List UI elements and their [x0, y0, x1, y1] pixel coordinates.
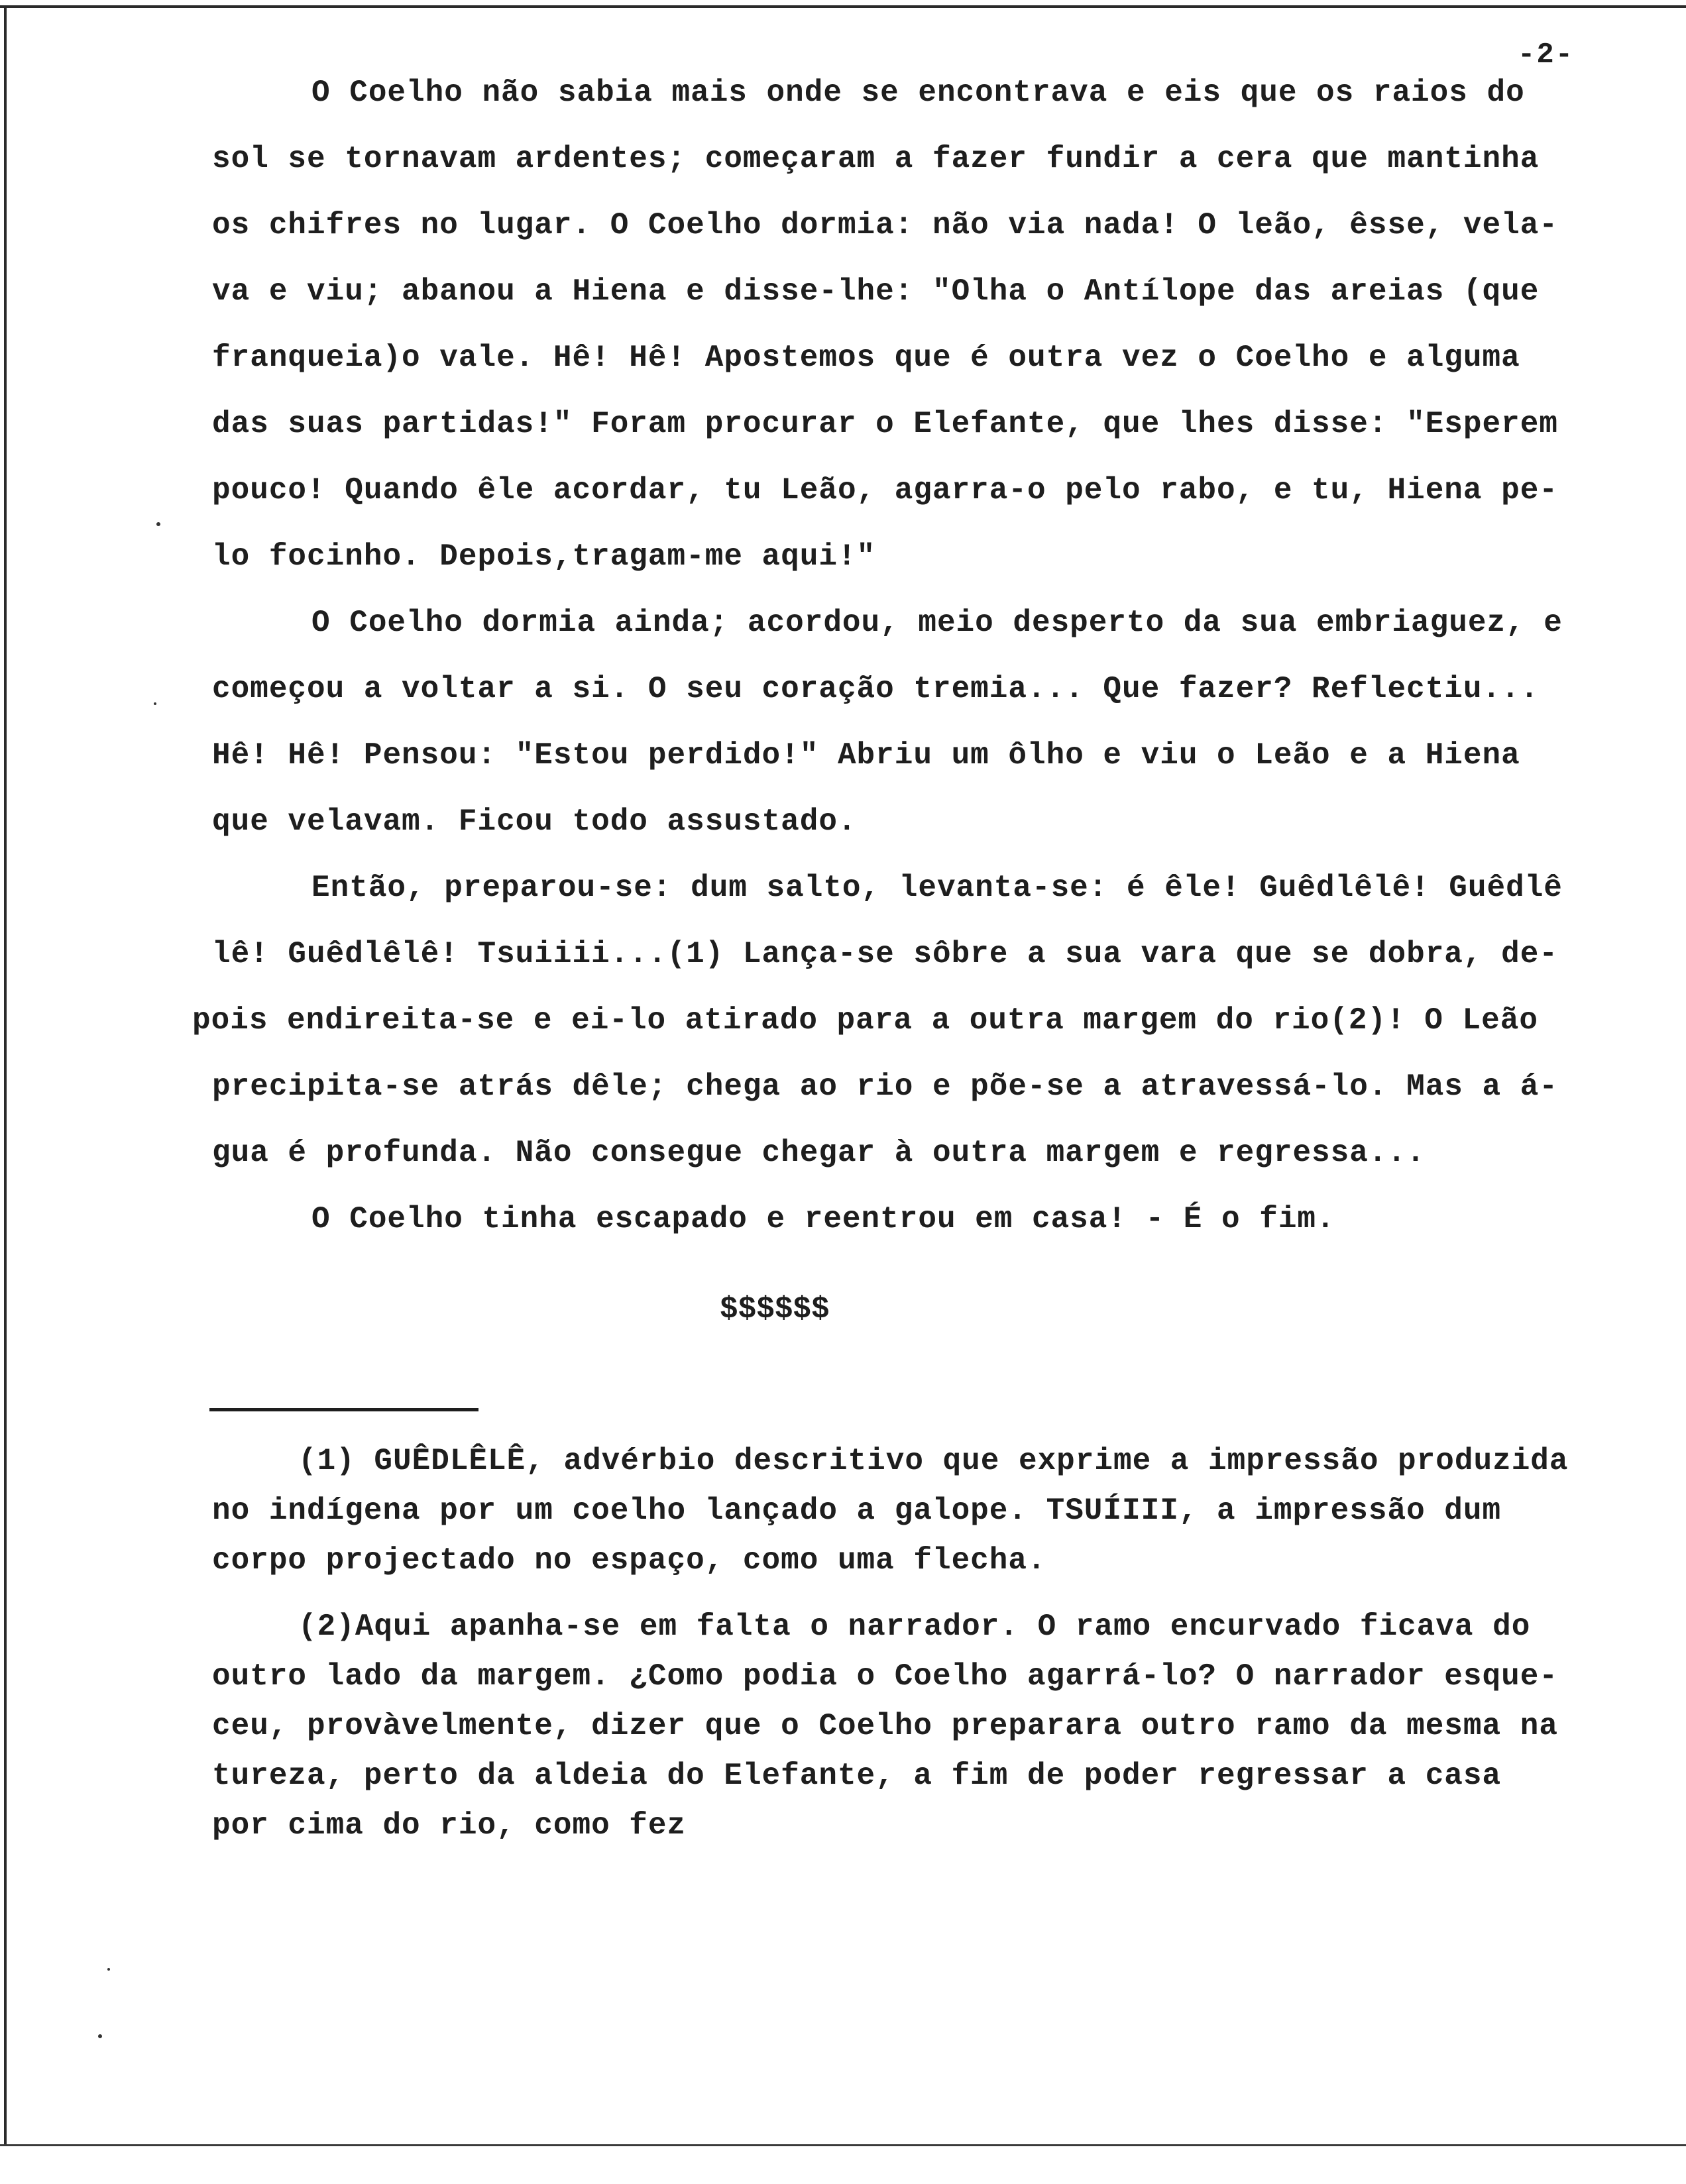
- body-line: sol se tornavam ardentes; começaram a fazer fundir a cera que mantinha: [212, 142, 1540, 176]
- scan-speck: [156, 522, 160, 526]
- scan-speck: [154, 702, 156, 705]
- body-line: das suas partidas!" Foram procurar o Elefante, que lhes disse: "Esperem: [212, 407, 1558, 441]
- footnote-divider: [209, 1408, 478, 1411]
- body-line: começou a voltar a si. O seu coração tremia... Que fazer? Reflectiu...: [212, 672, 1540, 706]
- body-line: O Coelho tinha escapado e reentrou em casa! - É o fim.: [311, 1202, 1335, 1236]
- body-line: pois endireita-se e ei-lo atirado para a outra margem do rio(2)! O Leão: [192, 1003, 1538, 1038]
- left-border-line: [4, 5, 7, 2146]
- body-line: que velavam. Ficou todo assustado.: [212, 804, 857, 839]
- footnote-line: por cima do rio, como fez: [212, 1808, 687, 1843]
- footnote-line: corpo projectado no espaço, como uma flecha.: [212, 1543, 1046, 1578]
- scan-speck: [98, 2034, 102, 2038]
- body-line: gua é profunda. Não consegue chegar à outra margem e regressa...: [212, 1136, 1426, 1170]
- body-line: O Coelho não sabia mais onde se encontrava e eis que os raios do: [311, 76, 1525, 110]
- body-line: O Coelho dormia ainda; acordou, meio desperto da sua embriaguez, e: [311, 606, 1563, 640]
- footnote-line: (1) GUÊDLÊLÊ, advérbio descritivo que exprime a impressão produzida: [298, 1444, 1569, 1478]
- footnote-line: outro lado da margem. ¿Como podia o Coelho agarrá-lo? O narrador esque-: [212, 1659, 1558, 1694]
- footnote-line: tureza, perto da aldeia do Elefante, a fim de poder regressar a casa: [212, 1759, 1502, 1793]
- body-line: lê! Guêdlêlê! Tsuiiii...(1) Lança-se sôbre a sua vara que se dobra, de-: [212, 937, 1558, 971]
- bottom-border-line: [0, 2144, 1686, 2146]
- top-border-line: [0, 5, 1686, 8]
- footnote-line: (2)Aqui apanha-se em falta o narrador. O ramo encurvado ficava do: [298, 1610, 1531, 1644]
- page-number: -2-: [1518, 38, 1575, 72]
- footnote-line: ceu, provàvelmente, dizer que o Coelho preparara outro ramo da mesma na: [212, 1709, 1558, 1743]
- footnote-line: no indígena por um coelho lançado a galope. TSUÍIII, a impressão dum: [212, 1494, 1502, 1528]
- body-line: Hê! Hê! Pensou: "Estou perdido!" Abriu um ôlho e viu o Leão e a Hiena: [212, 738, 1520, 773]
- body-line: lo focinho. Depois,tragam-me aqui!": [212, 539, 876, 574]
- body-line: Então, preparou-se: dum salto, levanta-se: é êle! Guêdlêlê! Guêdlê: [311, 871, 1563, 905]
- body-line: franqueia)o vale. Hê! Hê! Apostemos que é outra vez o Coelho e alguma: [212, 341, 1520, 375]
- body-line: pouco! Quando êle acordar, tu Leão, agarra-o pelo rabo, e tu, Hiena pe-: [212, 473, 1558, 508]
- section-separator: $$$$$$: [720, 1292, 830, 1327]
- scan-speck: [107, 1968, 110, 1971]
- body-line: precipita-se atrás dêle; chega ao rio e põe-se a atravessá-lo. Mas a á-: [212, 1069, 1558, 1104]
- body-line: os chifres no lugar. O Coelho dormia: não via nada! O leão, êsse, vela-: [212, 208, 1558, 243]
- body-line: va e viu; abanou a Hiena e disse-lhe: "Olha o Antílope das areias (que: [212, 274, 1540, 309]
